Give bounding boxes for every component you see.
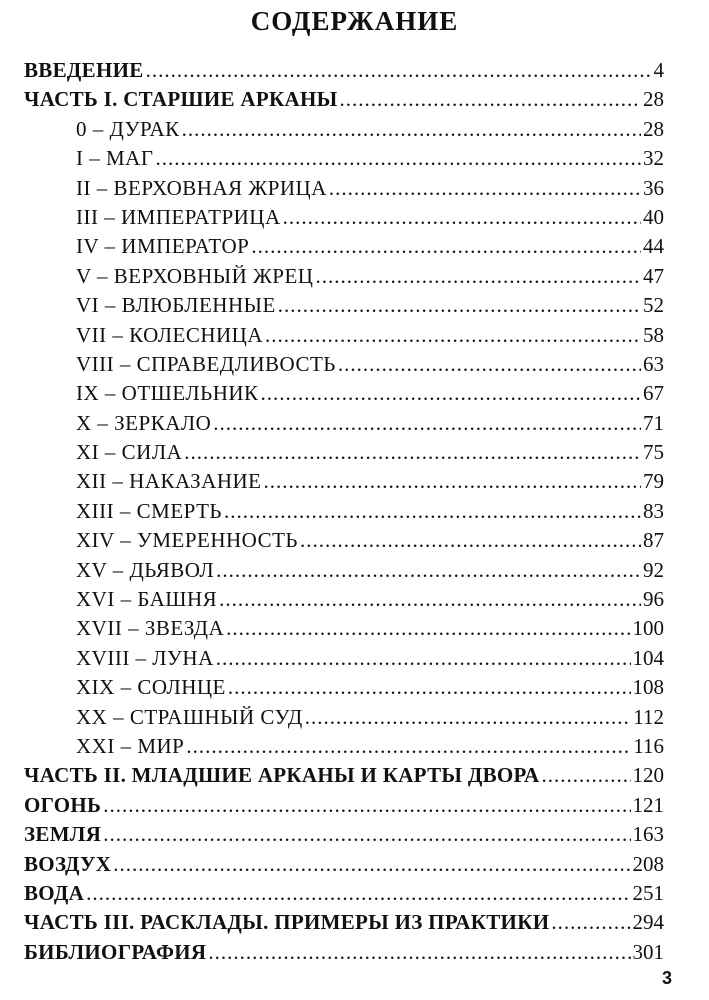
- toc-subsection-entry: [24, 673, 664, 702]
- toc-entry-label: БИБЛИОГРАФИЯ: [24, 939, 207, 964]
- toc-subsection-entry: [24, 497, 664, 526]
- toc-subsection-entry: [24, 732, 664, 761]
- toc-entry-label: ОГОНЬ: [24, 792, 102, 817]
- toc-subsection-entry: [24, 703, 664, 732]
- toc-entry-label: XVII – ЗВЕЗДА: [76, 616, 225, 641]
- dot-leader: [261, 379, 641, 408]
- dot-leader: [265, 321, 641, 350]
- toc-entry-label: IX – ОТШЕЛЬНИК: [76, 381, 259, 406]
- toc-entry-page: 163: [632, 822, 664, 847]
- toc-entry-page: 87: [643, 528, 664, 553]
- dot-leader: [213, 409, 641, 438]
- toc-entry-label: XX – СТРАШНЫЙ СУД: [76, 704, 303, 729]
- toc-entry-page: 120: [632, 763, 664, 788]
- toc-entry-page: 251: [632, 880, 664, 905]
- toc-entry-label: V – ВЕРХОВНЫЙ ЖРЕЦ: [76, 263, 314, 288]
- dot-leader: [278, 291, 641, 320]
- toc-subsection-entry: [24, 262, 664, 291]
- dot-leader: [155, 144, 641, 173]
- toc-entry-page: 116: [633, 733, 664, 758]
- toc-entry-label: XXI – МИР: [76, 733, 185, 758]
- toc-entry-page: 79: [643, 469, 664, 494]
- toc-entry-label: ВВЕДЕНИЕ: [24, 58, 144, 82]
- toc-entry-page: 100: [632, 616, 664, 641]
- dot-leader: [263, 467, 641, 496]
- toc-entry-label: XIX – СОЛНЦЕ: [76, 675, 226, 700]
- toc-entry-label: XVIII – ЛУНА: [76, 645, 214, 670]
- toc-subsection-entry: [24, 203, 664, 232]
- toc-section-entry: [24, 879, 664, 908]
- dot-leader: [103, 820, 630, 849]
- toc-entry-page: 121: [632, 792, 664, 817]
- dot-leader: [86, 879, 630, 908]
- toc-entry-label: XIII – СМЕРТЬ: [76, 498, 222, 523]
- toc-entry-label: XII – НАКАЗАНИЕ: [76, 469, 262, 494]
- toc-entry-label: ВОДА: [24, 880, 85, 905]
- toc-entry-label: 0 – ДУРАК: [76, 116, 180, 141]
- toc-subsection-entry: [24, 526, 664, 555]
- dot-leader: [340, 85, 641, 114]
- toc-subsection-entry: [24, 644, 664, 673]
- toc-entry-label: ЗЕМЛЯ: [24, 822, 102, 847]
- dot-leader: [315, 262, 641, 291]
- toc-entry-page: 44: [643, 234, 664, 259]
- dot-leader: [182, 115, 641, 144]
- dot-leader: [146, 56, 652, 85]
- toc-entry-page: 40: [643, 204, 664, 229]
- toc-section-entry: [24, 938, 664, 967]
- toc-entry-page: 108: [632, 675, 664, 700]
- toc-subsection-entry: [24, 438, 664, 467]
- dot-leader: [283, 203, 641, 232]
- toc-entry-label: II – ВЕРХОВНАЯ ЖРИЦА: [76, 175, 327, 200]
- toc-subsection-entry: [24, 232, 664, 261]
- toc-entry-page: 63: [643, 351, 664, 376]
- toc-entry-page: 208: [632, 851, 664, 876]
- toc-entry-page: 28: [643, 116, 664, 141]
- page-title: СОДЕРЖАНИЕ: [250, 6, 459, 36]
- toc-subsection-entry: [24, 321, 664, 350]
- toc-entry-page: 112: [633, 704, 664, 729]
- toc-subsection-entry: [24, 379, 664, 408]
- toc-subsection-entry: [24, 350, 664, 379]
- toc-entry-page: 67: [643, 381, 664, 406]
- toc-subsection-entry: [24, 614, 664, 643]
- dot-leader: [208, 938, 630, 967]
- toc-entry-label: ЧАСТЬ I. СТАРШИЕ АРКАНЫ: [24, 87, 338, 112]
- toc-subsection-entry: [24, 585, 664, 614]
- toc-section-entry: [24, 820, 664, 849]
- dot-leader: [216, 556, 641, 585]
- toc-subsection-entry: [24, 556, 664, 585]
- toc-subsection-entry: [24, 291, 664, 320]
- toc-entry-page: 47: [643, 263, 664, 288]
- toc-entry-page: 294: [632, 910, 664, 935]
- toc-entry-page: 71: [643, 410, 664, 435]
- toc-entry-page: 104: [632, 645, 664, 670]
- page-number: 3: [661, 968, 672, 988]
- toc-section-entry: [24, 908, 664, 937]
- dot-leader: [184, 438, 641, 467]
- toc-entry-label: VII – КОЛЕСНИЦА: [76, 322, 263, 347]
- dot-leader: [228, 673, 631, 702]
- dot-leader: [329, 174, 641, 203]
- toc-entry-label: XVI – БАШНЯ: [76, 587, 218, 612]
- dot-leader: [226, 614, 630, 643]
- toc-section-entry: [24, 791, 664, 820]
- toc-entry-label: ЧАСТЬ III. РАСКЛАДЫ. ПРИМЕРЫ ИЗ ПРАКТИКИ: [24, 910, 550, 935]
- toc-entry-label: VIII – СПРАВЕДЛИВОСТЬ: [76, 351, 336, 376]
- dot-leader: [305, 703, 632, 732]
- dot-leader: [113, 850, 630, 879]
- dot-leader: [551, 908, 630, 937]
- toc-subsection-entry: [24, 115, 664, 144]
- toc-entry-page: 75: [643, 440, 664, 465]
- toc-entry-label: I – МАГ: [76, 146, 154, 171]
- toc-entry-page: 4: [653, 58, 664, 82]
- dot-leader: [186, 732, 631, 761]
- toc-entry-page: 52: [643, 293, 664, 318]
- toc-entry-page: 32: [643, 146, 664, 171]
- toc-entry-label: XV – ДЬЯВОЛ: [76, 557, 215, 582]
- toc-entry-page: 36: [643, 175, 664, 200]
- toc-entry-page: 83: [643, 498, 664, 523]
- toc-subsection-entry: [24, 174, 664, 203]
- toc-section-entry: [24, 85, 664, 114]
- dot-leader: [541, 761, 630, 790]
- dot-leader: [300, 526, 641, 555]
- toc-entry-page: 58: [643, 322, 664, 347]
- toc-entry-label: IV – ИМПЕРАТОР: [76, 234, 250, 259]
- dot-leader: [216, 644, 631, 673]
- toc-entry-label: X – ЗЕРКАЛО: [76, 410, 212, 435]
- toc-entry-page: 28: [643, 87, 664, 112]
- toc-entry-label: XI – СИЛА: [76, 440, 183, 465]
- toc-entry-label: III – ИМПЕРАТРИЦА: [76, 204, 281, 229]
- table-of-contents: [24, 56, 664, 967]
- toc-subsection-entry: [24, 467, 664, 496]
- toc-entry-label: ЧАСТЬ II. МЛАДШИЕ АРКАНЫ И КАРТЫ ДВОРА: [24, 763, 540, 788]
- toc-section-entry: [24, 761, 664, 790]
- toc-subsection-entry: [24, 144, 664, 173]
- dot-leader: [224, 497, 641, 526]
- dot-leader: [338, 350, 641, 379]
- toc-entry-label: XIV – УМЕРЕННОСТЬ: [76, 528, 298, 553]
- toc-subsection-entry: [24, 409, 664, 438]
- toc-entry-label: VI – ВЛЮБЛЕННЫЕ: [76, 293, 276, 318]
- dot-leader: [103, 791, 630, 820]
- toc-entry-label: ВОЗДУХ: [24, 851, 112, 876]
- toc-entry-page: 96: [643, 587, 664, 612]
- dot-leader: [251, 232, 641, 261]
- toc-entry-page: 92: [643, 557, 664, 582]
- toc-entry-page: 301: [632, 939, 664, 964]
- dot-leader: [219, 585, 641, 614]
- toc-section-entry: [24, 56, 664, 85]
- toc-section-entry: [24, 850, 664, 879]
